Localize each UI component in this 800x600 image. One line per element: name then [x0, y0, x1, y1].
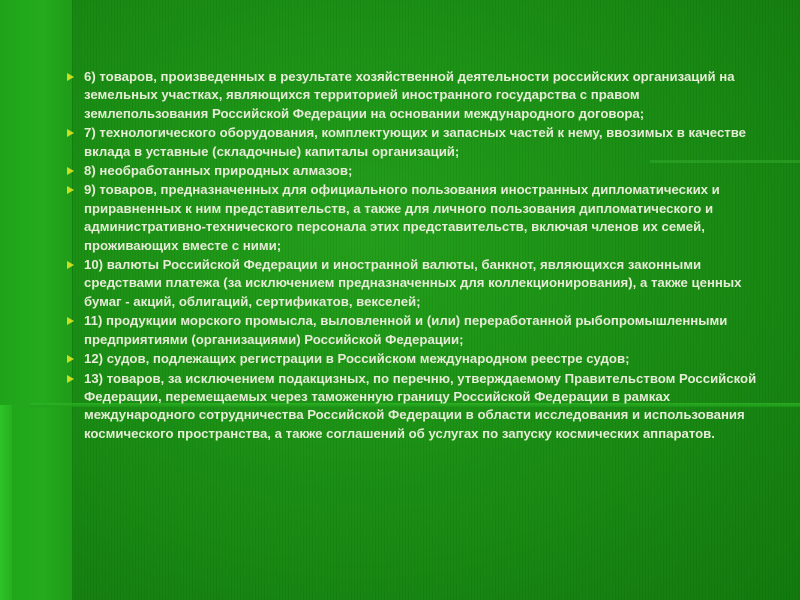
list-item	[64, 256, 764, 311]
list-item-text: 13) товаров, за исключением подакцизных, по перечню, утверждаемому Правительством Российской Федерации, перемещаемых через таможенную границу Российской Федерации в рамках международного сотрудничества Российской Федерации в области исследования и использования космического пространства, а также соглашений об услугах по запуску космических аппаратов.	[84, 370, 757, 441]
triangle-bullet-icon	[67, 167, 74, 175]
list-item-text: 9) товаров, предназначенных для официального пользования иностранных дипломатических и приравненных к ним представительств, а также для личного пользования дипломатического и административно-технического персонала этих представительств, включая членов их семей, проживающих вместе с ними;	[84, 182, 720, 253]
triangle-bullet-icon	[67, 129, 74, 137]
triangle-bullet-icon	[67, 317, 74, 325]
list-item-text: 12) судов, подлежащих регистрации в Российском международном реестре судов;	[84, 351, 630, 367]
left-accent-strip	[0, 405, 12, 600]
list-item-text: 7) технологического оборудования, комплектующих и запасных частей к нему, ввозимых в качестве вклада в уставные (складочные) капиталы организаций;	[84, 125, 747, 159]
list-item-text: 10) валюты Российской Федерации и иностранной валюты, банкнот, являющихся законными средствами платежа (за исключением предназначенных для коллекционирования), а также ценных бумаг - акций, облигаций, сертификатов, векселей;	[84, 257, 742, 309]
bullet-list	[64, 68, 764, 444]
list-item	[64, 350, 764, 368]
list-item	[64, 162, 764, 180]
triangle-bullet-icon	[67, 375, 74, 383]
list-item	[64, 68, 764, 123]
triangle-bullet-icon	[67, 73, 74, 81]
list-item	[64, 312, 764, 349]
list-item-text: 11) продукции морского промысла, выловленной и (или) переработанной рыбопромышленными предприятиями (организациями) Российской Федерации;	[84, 313, 728, 347]
triangle-bullet-icon	[67, 355, 74, 363]
list-item	[64, 370, 764, 444]
triangle-bullet-icon	[67, 186, 74, 194]
list-item-text: 6) товаров, произведенных в результате хозяйственной деятельности российских организаций на земельных участках, являющихся территорией иностранного государства с правом землепользования Российской Федерации на основании международного договора;	[84, 69, 735, 121]
list-item-text: 8) необработанных природных алмазов;	[84, 163, 353, 179]
triangle-bullet-icon	[67, 261, 74, 269]
list-item	[64, 124, 764, 161]
list-item	[64, 181, 764, 255]
